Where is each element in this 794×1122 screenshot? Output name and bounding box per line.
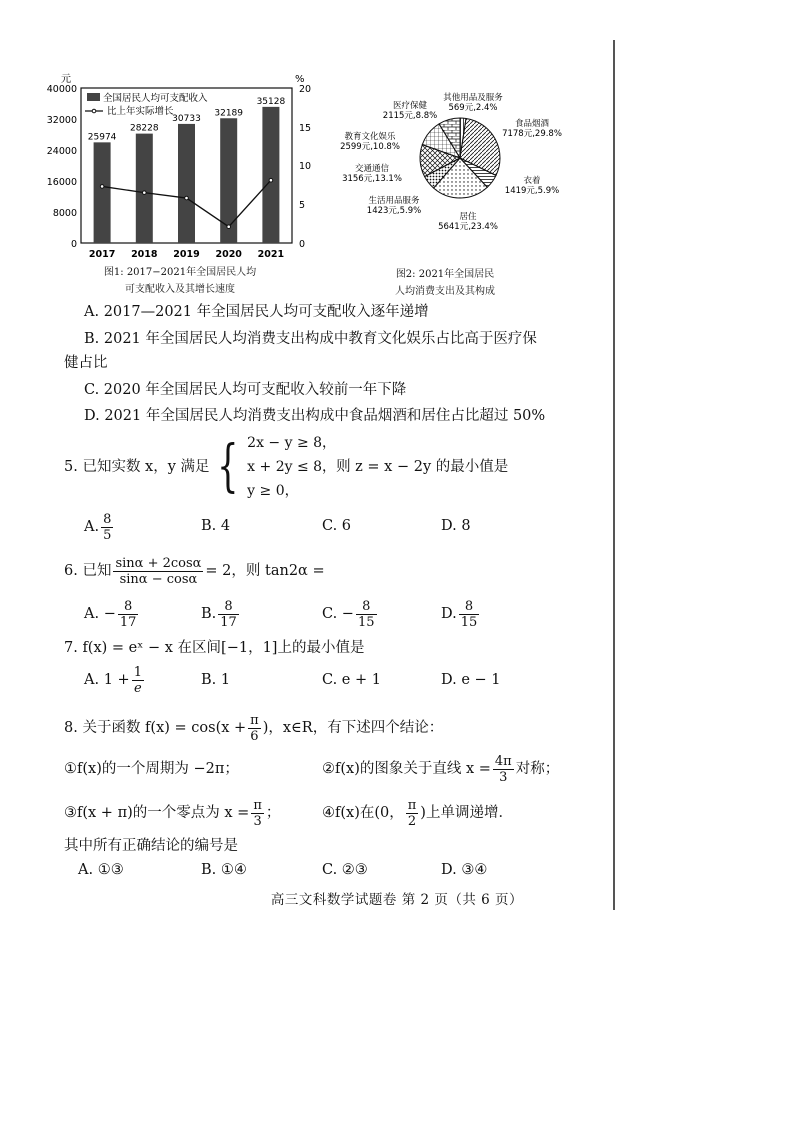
q8-stem: [64, 710, 443, 746]
income-bar-label: 32189: [214, 108, 244, 119]
pie-value-transport: 3156元,13.1%: [342, 174, 402, 184]
q7-option-c: C. e + 1: [322, 672, 381, 688]
option-label: A. 1 +: [84, 672, 130, 688]
caption-line: 图2: 2021年全国居民: [395, 269, 495, 280]
pie-label-education: 教育文化娱乐: [344, 132, 396, 142]
q4-option-d: D. 2021 年全国居民人均消费支出构成中食品烟酒和居住占比超过 50%: [84, 408, 546, 424]
q8-statement-3: [64, 795, 280, 831]
pie-value-clothing: 1419元,5.9%: [504, 186, 560, 196]
right-axis-ticks: [299, 84, 311, 250]
numerator: 8: [103, 511, 112, 527]
legend-bar-swatch: [87, 93, 100, 101]
income-bar-label: 35128: [256, 96, 286, 107]
page-footer: 高三文科数学试题卷 第 2 页（共 6 页）: [270, 892, 524, 908]
page-edge-line: [613, 40, 615, 910]
growth-point: [227, 225, 231, 229]
pie-label-clothing: 衣着: [523, 176, 541, 186]
left-tick: 0: [70, 239, 77, 250]
pie-label-household: 生活用品服务: [368, 196, 420, 206]
pie-label-medical: 医疗保健: [392, 101, 428, 111]
denominator: 17: [119, 614, 137, 630]
q5-stem: [64, 432, 508, 502]
fraction: [248, 713, 261, 744]
fraction: [118, 599, 139, 630]
numerator: 8: [118, 599, 139, 615]
left-unit: 元: [61, 74, 71, 85]
statement-prefix: ③f(x + π)的一个零点为 x =: [64, 805, 250, 821]
q5-constraint-3: y ≥ 0，: [247, 483, 299, 499]
statement-suffix: ；: [265, 805, 281, 821]
income-bar: [136, 134, 153, 243]
numerator: 4π: [494, 753, 512, 769]
q8-option-d: D. ③④: [441, 862, 488, 878]
q6-option-c: [322, 596, 379, 632]
statement-prefix: ④f(x)在(0，: [322, 805, 404, 821]
x-tick-label: 2020: [215, 249, 242, 260]
figure1-caption: [55, 264, 305, 298]
legend-line-label: 比上年实际增长: [107, 106, 174, 117]
right-tick: 10: [299, 161, 312, 172]
income-bar-label: 28228: [129, 123, 159, 134]
fraction: [218, 599, 239, 630]
q8-stem-prefix: 8. 关于函数 f(x) = cos(x +: [64, 720, 247, 736]
income-bar: [220, 118, 237, 243]
q5-option-c: C. 6: [322, 518, 352, 534]
q8-option-c: C. ②③: [322, 862, 368, 878]
pie-value-food: 7178元,29.8%: [502, 129, 562, 139]
q7-option-d: D. e − 1: [441, 672, 501, 688]
q8-statement-1: ①f(x)的一个周期为 −2π；: [64, 761, 239, 777]
x-tick-label: 2018: [131, 249, 158, 260]
q8-ask: 其中所有正确结论的编号是: [64, 838, 238, 854]
pie-value-other: 569元,2.4%: [448, 103, 498, 113]
numerator: sinα + 2cosα: [115, 555, 202, 571]
income-bar-label: 25974: [87, 132, 117, 143]
q6-option-d: [441, 596, 481, 632]
q8-stem-suffix: )，x∈R，有下述四个结论：: [262, 720, 444, 736]
pie-value-housing: 5641元,23.4%: [438, 222, 498, 232]
left-tick: 8000: [52, 208, 77, 219]
caption-line: 图1: 2017−2021年全国居民人均: [103, 267, 257, 278]
q5-constraint-system: [210, 431, 337, 503]
q5-constraint-2: x + 2y ≤ 8，: [247, 459, 337, 475]
fraction: [113, 556, 203, 587]
fraction: [406, 798, 419, 829]
denominator: 3: [499, 769, 508, 785]
q6-stem: [64, 553, 325, 589]
denominator: 2: [407, 813, 417, 829]
q4-option-a: A. 2017—2021 年全国居民人均可支配收入逐年递增: [84, 304, 429, 320]
q8-statement-4: [322, 795, 513, 831]
x-tick-label: 2021: [257, 249, 285, 260]
q6-prefix: 6. 已知: [64, 563, 112, 579]
left-tick: 40000: [46, 84, 77, 95]
right-tick: 15: [299, 123, 312, 134]
figure2: [330, 88, 570, 298]
x-tick-label: 2019: [173, 249, 200, 260]
growth-point: [100, 185, 104, 189]
denominator: 15: [357, 614, 375, 630]
denominator: 6: [250, 728, 259, 744]
fraction: [251, 798, 264, 829]
option-label: D.: [441, 606, 457, 622]
left-tick: 32000: [46, 115, 77, 126]
x-tick-label: 2017: [88, 249, 116, 260]
pie-label-transport: 交通通信: [354, 164, 390, 174]
right-tick: 5: [299, 200, 306, 211]
denominator: 17: [220, 614, 237, 630]
figure2-caption: [370, 266, 520, 300]
denominator: 15: [460, 614, 478, 630]
pie-value-medical: 2115元,8.8%: [382, 111, 438, 121]
left-tick: 16000: [46, 177, 77, 188]
fraction: [459, 599, 480, 630]
denominator: 5: [103, 527, 112, 543]
q8-option-a: A. ①③: [78, 862, 124, 878]
income-bar: [178, 124, 195, 243]
pie-label-food: 食品烟酒: [514, 119, 550, 129]
q5-option-a: [84, 510, 115, 544]
q4-option-c: C. 2020 年全国居民人均可支配收入较前一年下降: [84, 382, 407, 398]
denominator: 3: [253, 813, 262, 829]
q6-option-b: [201, 596, 241, 632]
income-bar: [262, 107, 279, 243]
caption-line: 可支配收入及其增长速度: [125, 284, 235, 295]
q8-option-b: B. ①④: [201, 862, 247, 878]
pie-label-housing: 居住: [459, 212, 477, 222]
option-label: C. −: [322, 606, 354, 622]
left-axis-ticks: [47, 84, 77, 250]
legend-line-marker: [92, 109, 96, 113]
numerator: π: [253, 797, 262, 813]
q5-prefix: 5. 已知实数 x，y 满足: [64, 459, 210, 475]
pie-label-other: 其他用品及服务: [443, 93, 503, 103]
growth-point: [269, 178, 273, 182]
statement-prefix: ②f(x)的图象关于直线 x =: [322, 761, 491, 777]
numerator: π: [407, 797, 417, 813]
numerator: π: [250, 712, 259, 728]
q6-option-a: [84, 596, 140, 632]
denominator: e: [133, 680, 142, 696]
pie-value-household: 1423元,5.9%: [366, 206, 422, 216]
denominator: sinα − cosα: [119, 571, 198, 587]
legend-bar-label: 全国居民人均可支配收入: [103, 93, 208, 104]
right-unit: %: [295, 74, 305, 85]
q8-statement-2: [322, 751, 559, 787]
caption-line: 人均消费支出及其构成: [395, 286, 495, 297]
option-label: A. −: [84, 606, 116, 622]
q5-option-b: B. 4: [201, 518, 231, 534]
q5-suffix: 则 z = x − 2y 的最小值是: [336, 459, 509, 475]
q5-option-d: D. 8: [441, 518, 471, 534]
numerator: 8: [459, 599, 480, 615]
option-label: B.: [201, 606, 217, 622]
option-label: A.: [84, 519, 100, 535]
figure1: [46, 70, 325, 300]
numerator: 8: [218, 599, 239, 615]
growth-point: [143, 191, 147, 195]
q7-stem: 7. f(x) = eˣ − x 在区间[−1，1]上的最小值是: [64, 640, 365, 656]
q7-option-b: B. 1: [201, 672, 231, 688]
income-bar-label: 30733: [172, 113, 201, 124]
numerator: 8: [356, 599, 377, 615]
right-tick: 0: [299, 239, 306, 250]
q7-option-a: [84, 662, 146, 698]
consumption-pie-chart: [330, 88, 570, 258]
statement-suffix: )上单调递增．: [420, 805, 513, 821]
left-tick: 24000: [46, 146, 77, 157]
growth-point: [185, 196, 189, 200]
q6-suffix: = 2，则 tan2α =: [205, 563, 325, 579]
fraction: [132, 665, 144, 696]
right-tick: 20: [299, 84, 312, 95]
pie-value-education: 2599元,10.8%: [340, 142, 400, 152]
fraction: [101, 512, 113, 543]
q4-option-b-line1: B. 2021 年全国居民人均消费支出构成中教育文化娱乐占比高于医疗保: [84, 331, 537, 347]
fraction: [493, 754, 514, 785]
income-bar: [94, 142, 111, 243]
q5-constraint-1: 2x − y ≥ 8，: [247, 435, 337, 451]
statement-suffix: 对称；: [515, 761, 560, 777]
numerator: 1: [133, 664, 142, 680]
q4-option-b-line2: 健占比: [64, 355, 108, 371]
fraction: [356, 599, 377, 630]
brace-icon: {: [216, 434, 239, 499]
